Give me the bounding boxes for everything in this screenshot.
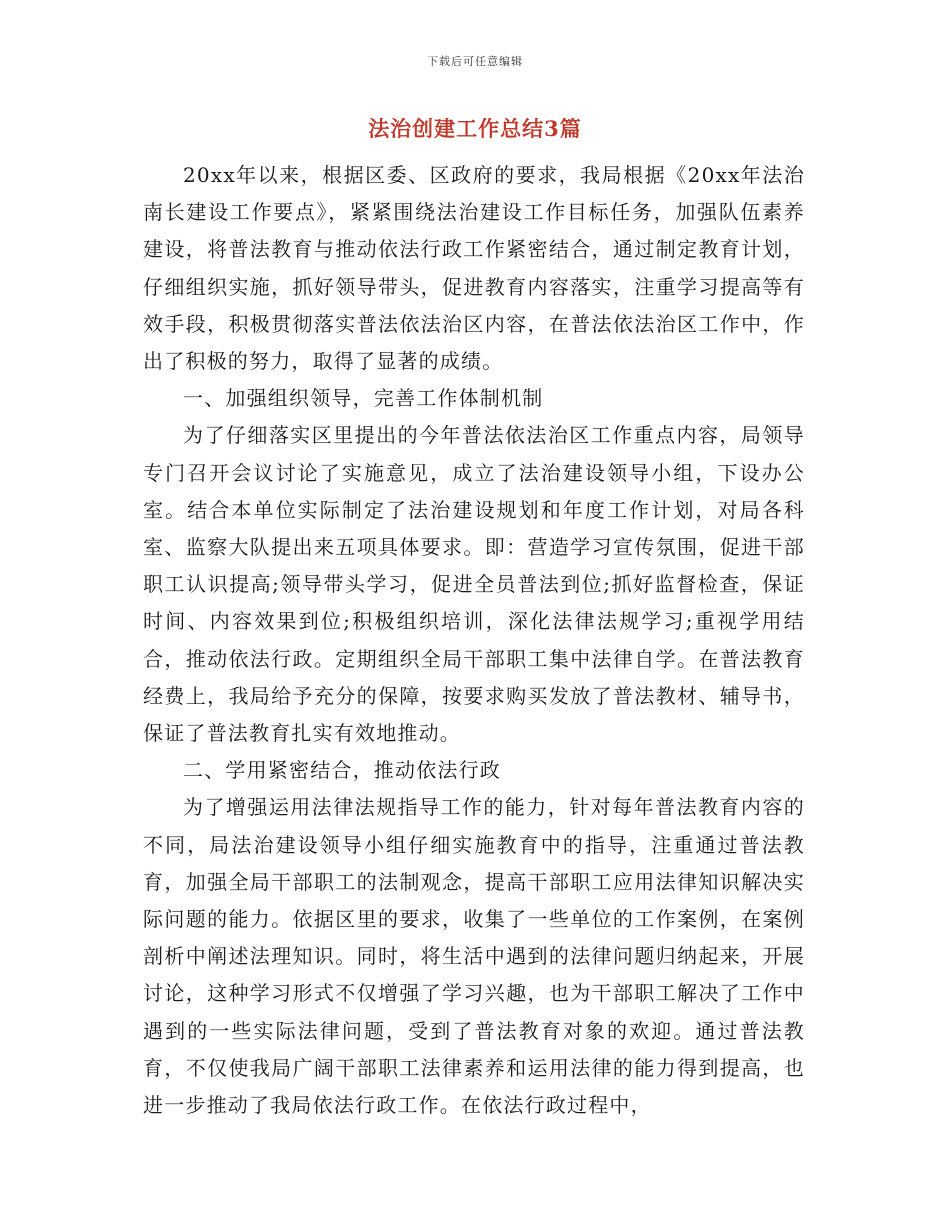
document-body [143, 157, 805, 1124]
section-heading: 二、学用紧密结合，推动依法行政 [183, 758, 501, 783]
section-heading: 一、加强组织领导，完善工作体制机制 [183, 386, 544, 411]
body-paragraph: 20xx年以来，根据区委、区政府的要求，我局根据《20xx年法治南长建设工作要点》，紧紧围绕法治建设工作目标任务，加强队伍素养建设，将普法教育与推动依法行政工作紧密结合，通过制定教育计划，仔细组织实施，抓好领导带头，促进教育内容落实，注重学习提高等有效手段，积极贯彻落实普法依法治区内容，在普法依法治区工作中，作出了积极的努力，取得了显著的成绩。 [143, 163, 805, 374]
header-note: 下载后可任意编辑 [427, 55, 523, 68]
body-paragraph: 为了仔细落实区里提出的今年普法依法治区工作重点内容，局领导专门召开会议讨论了实施意见，成立了法治建设领导小组，下设办公室。结合本单位实际制定了法治建设规划和年度工作计划，对局各科室、监察大队提出来五项具体要求。即：营造学习宣传氛围，促进干部职工认识提高;领导带头学习，促进全员普法到位;抓好监督检查，保证时间、内容效果到位;积极组织培训，深化法律法规学习;重视学用结合，推动依法行政。定期组织全局干部职工集中法律自学。在普法教育经费上，我局给予充分的保障，按要求购买发放了普法教材、辅导书，保证了普法教育扎实有效地推动。 [143, 423, 805, 746]
body-paragraph: 为了增强运用法律法规指导工作的能力，针对每年普法教育内容的不同，局法治建设领导小组仔细实施教育中的指导，注重通过普法教育，加强全局干部职工的法制观念，提高干部职工应用法律知识解决实际问题的能力。依据区里的要求，收集了一些单位的工作案例，在案例剖析中阐述法理知识。同时，将生活中遇到的法律问题归纳起来，开展讨论，这种学习形式不仅增强了学习兴趣，也为干部职工解决了工作中遇到的一些实际法律问题，受到了普法教育对象的欢迎。通过普法教育，不仅使我局广阔干部职工法律素养和运用法律的能力得到提高，也进一步推动了我局依法行政工作。在依法行政过程中， [143, 795, 805, 1118]
document-title: 法治创建工作总结3篇 [368, 116, 582, 141]
